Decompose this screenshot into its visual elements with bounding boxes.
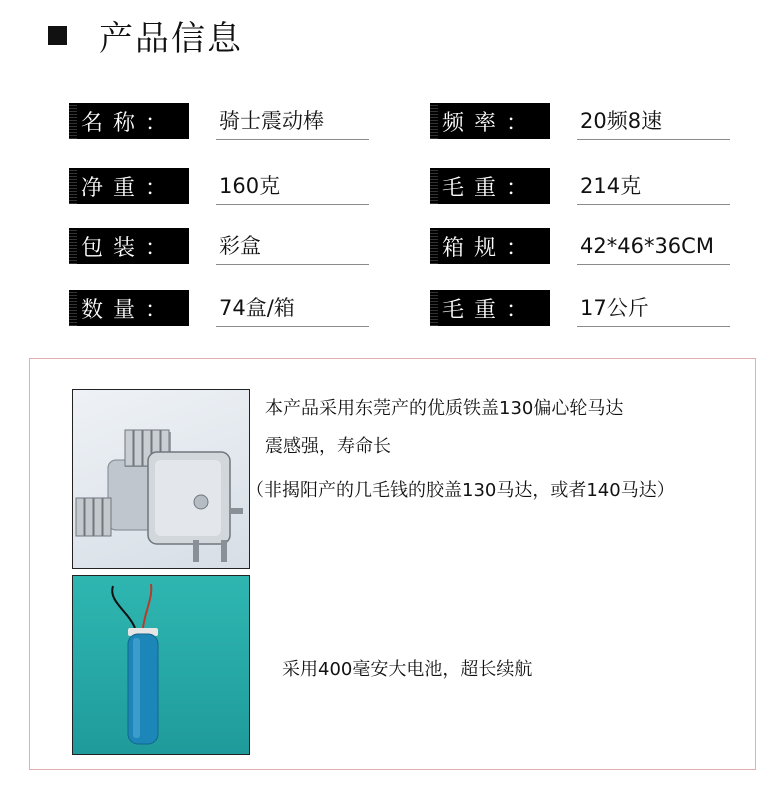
motor-benefit: 震感强，寿命长 [265,436,391,457]
spec-value: 17公斤 [577,290,730,327]
spec-value: 214克 [577,168,730,205]
section-heading [48,10,243,60]
spec-value: 20频8速 [577,103,730,140]
spec-label: 毛重： [430,168,550,204]
spec-value: 74盒/箱 [216,290,369,327]
spec-label: 名称： [69,103,189,139]
heading-square-icon [48,26,67,45]
spec-label: 包装： [69,228,189,264]
battery-photo [72,575,250,755]
spec-label: 箱规： [430,228,550,264]
motor-photo [72,389,250,569]
spec-value: 42*46*36CM [577,228,730,265]
spec-value: 彩盒 [216,228,369,265]
battery-illustration-icon [73,576,248,753]
spec-label: 频率： [430,103,550,139]
spec-label: 毛重： [430,290,550,326]
motor-description: 本产品采用东莞产的优质铁盖130偏心轮马达 [265,398,624,419]
spec-value: 160克 [216,168,369,205]
motor-note: （非揭阳产的几毛钱的胶盖130马达，或者140马达） [246,480,675,501]
battery-description: 采用400毫安大电池，超长续航 [282,659,533,680]
spec-label: 净重： [69,168,189,204]
spec-value: 骑士震动棒 [216,103,369,140]
motor-illustration-icon [73,390,248,567]
spec-label: 数量： [69,290,189,326]
section-title: 产品信息 [99,18,243,59]
